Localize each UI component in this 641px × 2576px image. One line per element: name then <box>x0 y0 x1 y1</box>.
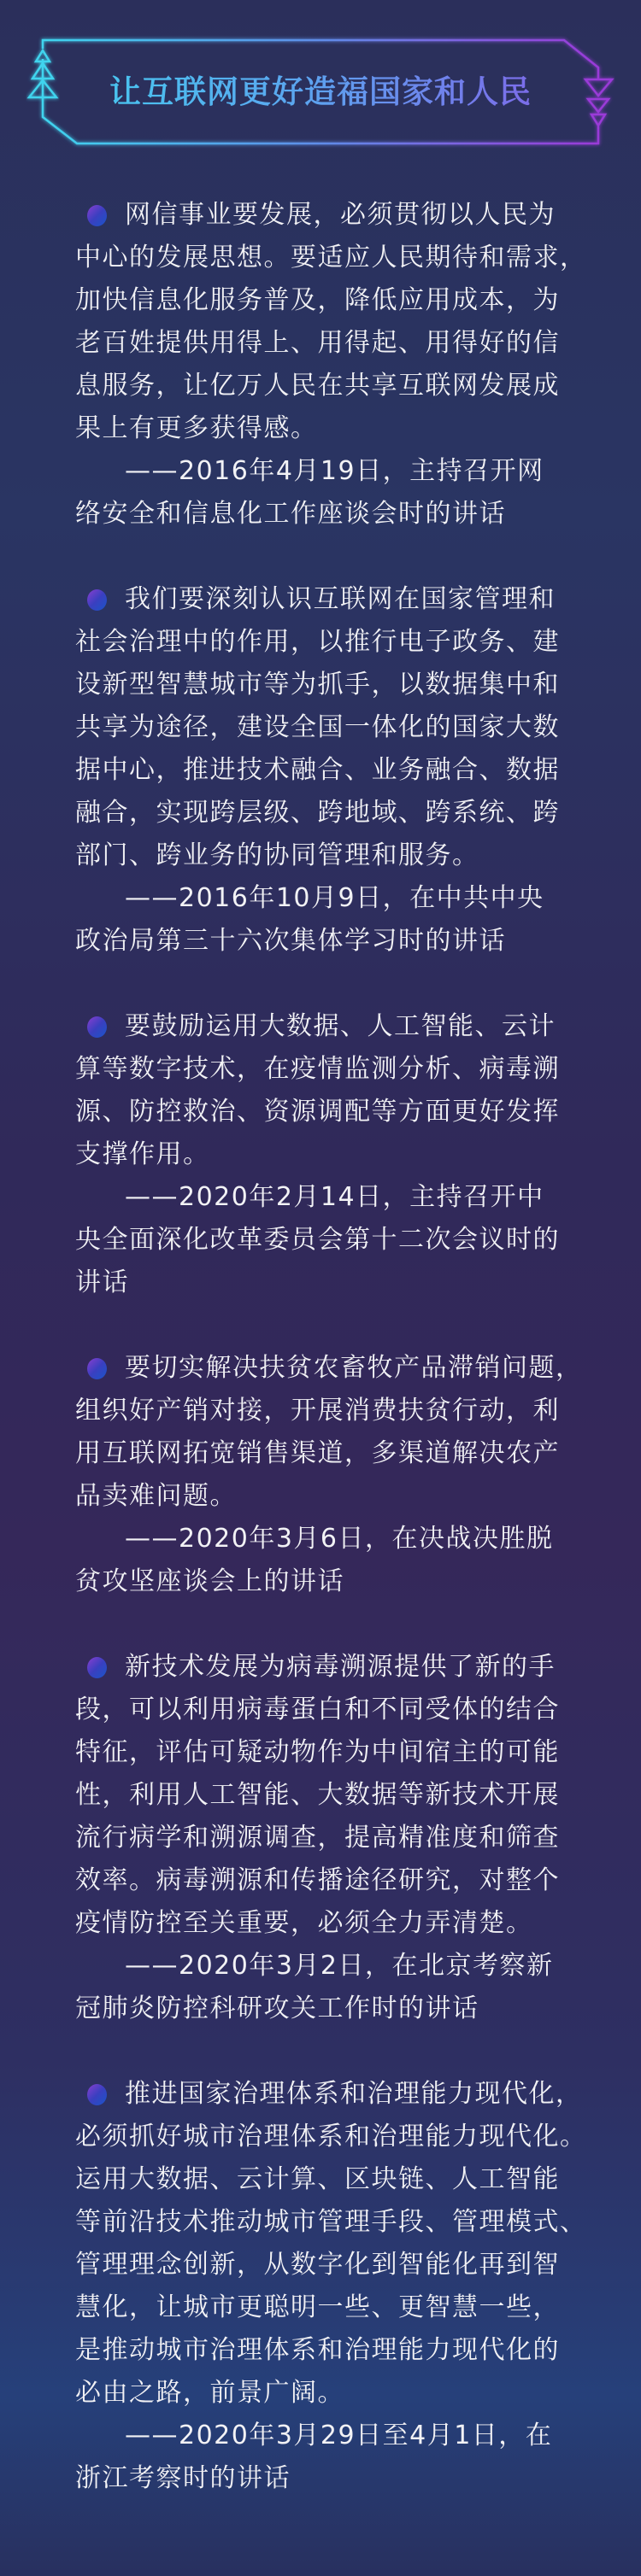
page-title: 让互联网更好造福国家和人民 <box>0 72 641 113</box>
quote-attribution: ——2016年4月19日，主持召开网 <box>125 456 544 486</box>
quote-text-line <box>75 1091 588 1133</box>
quotes-list <box>75 194 588 2543</box>
quote-attribution: 络安全和信息化工作座谈会时的讲话 <box>75 499 506 529</box>
quote-text-line <box>75 1475 588 1518</box>
quote-text: 设新型智慧城市等为抓手，以数据集中和 <box>75 670 560 700</box>
quote-text: 网信事业要发展，必须贯彻以人民为 <box>125 200 556 230</box>
quote-text: 性，利用人工智能、大数据等新技术开展 <box>75 1780 560 1810</box>
quote-text: 果上有更多获得感。 <box>75 413 318 443</box>
quote-text: 管理理念创新，从数字化到智能化再到智 <box>75 2250 560 2280</box>
quote-item <box>75 578 588 963</box>
quote-text-line <box>75 1048 588 1091</box>
quote-item <box>75 194 588 536</box>
bullet-dot-icon <box>87 589 107 611</box>
quote-text-line <box>75 834 588 877</box>
quote-text-line <box>75 706 588 749</box>
quote-text-line <box>75 194 588 237</box>
quote-text: 要切实解决扶贫农畜牧产品滞销问题， <box>125 1353 583 1383</box>
quote-text-line <box>75 1005 588 1048</box>
quote-attribution: ——2020年3月6日，在决战决胜脱 <box>125 1524 554 1554</box>
quote-text: 源、防控救治、资源调配等方面更好发挥 <box>75 1097 560 1127</box>
quote-text: 据中心，推进技术融合、业务融合、数据 <box>75 755 560 785</box>
quote-text-line <box>75 2372 588 2415</box>
quote-text-line <box>75 1689 588 1731</box>
quote-text: 支撑作用。 <box>75 1139 210 1169</box>
quote-text-line <box>75 749 588 792</box>
quote-text: 疫情防控至关重要，必须全力弄清楚。 <box>75 1908 533 1938</box>
quote-text-line <box>75 279 588 322</box>
quote-text: 我们要深刻认识互联网在国家管理和 <box>125 584 556 614</box>
quote-text: 新技术发展为病毒溯源提供了新的手 <box>125 1652 556 1682</box>
quote-text: 社会治理中的作用，以推行电子政务、建 <box>75 627 560 657</box>
quote-attribution: 央全面深化改革委员会第十二次会议时的 <box>75 1225 560 1255</box>
quote-text-line <box>75 2158 588 2201</box>
quote-attribution: ——2016年10月9日，在中共中央 <box>125 883 544 913</box>
quote-text-line <box>75 2286 588 2329</box>
quote-text: 融合，实现跨层级、跨地域、跨系统、跨 <box>75 798 560 828</box>
quote-text-line <box>75 1902 588 1945</box>
quote-text-line <box>75 2073 588 2116</box>
quote-text: 算等数字技术，在疫情监测分析、病毒溯 <box>75 1054 560 1084</box>
quote-text-line <box>75 365 588 407</box>
quote-text-line <box>75 1347 588 1390</box>
quote-text: 要鼓励运用大数据、人工智能、云计 <box>125 1011 556 1041</box>
quote-text: 特征，评估可疑动物作为中间宿主的可能 <box>75 1737 560 1767</box>
quote-text: 老百姓提供用得上、用得起、用得好的信 <box>75 328 560 358</box>
quote-text: 运用大数据、云计算、区块链、人工智能 <box>75 2164 560 2194</box>
quote-text-line <box>75 2201 588 2244</box>
quote-text: 必由之路，前景广阔。 <box>75 2378 344 2408</box>
quote-attribution: 冠肺炎防控科研攻关工作时的讲话 <box>75 1993 479 2023</box>
quote-text-line <box>75 664 588 706</box>
quote-item <box>75 1005 588 1304</box>
quote-text: 中心的发展思想。要适应人民期待和需求， <box>75 243 587 272</box>
quote-text: 段，可以利用病毒蛋白和不同受体的结合 <box>75 1695 560 1724</box>
quote-attribution: 政治局第三十六次集体学习时的讲话 <box>75 926 506 956</box>
quote-text: 必须抓好城市治理体系和治理能力现代化。 <box>75 2122 587 2152</box>
quote-text-line <box>75 621 588 664</box>
quote-text: 是推动城市治理体系和治理能力现代化的 <box>75 2335 560 2365</box>
quote-text-line <box>75 578 588 621</box>
quote-text: 等前沿技术推动城市管理手段、管理模式、 <box>75 2207 587 2237</box>
quote-text-line <box>75 1731 588 1774</box>
quote-text: 部门、跨业务的协同管理和服务。 <box>75 840 479 870</box>
quote-text-line <box>75 407 588 450</box>
quote-text-line <box>75 1859 588 1902</box>
quote-text: 推进国家治理体系和治理能力现代化， <box>125 2079 583 2109</box>
quote-text: 效率。病毒溯源和传播途径研究，对整个 <box>75 1865 560 1895</box>
quote-text: 慧化，让城市更聪明一些、更智慧一些， <box>75 2292 560 2322</box>
quote-text: 用互联网拓宽销售渠道，多渠道解决农产 <box>75 1438 560 1468</box>
quote-attribution: 浙江考察时的讲话 <box>75 2463 291 2493</box>
quote-attribution: ——2020年3月29日至4月1日，在 <box>125 2421 553 2450</box>
quote-text: 息服务，让亿万人民在共享互联网发展成 <box>75 371 560 401</box>
quote-attribution: ——2020年2月14日，主持召开中 <box>125 1182 544 1212</box>
quote-text-line <box>75 1817 588 1859</box>
quote-text-line <box>75 1133 588 1176</box>
quote-text-line <box>75 1390 588 1432</box>
quote-attribution: 讲话 <box>75 1268 129 1297</box>
quote-attribution: 贫攻坚座谈会上的讲话 <box>75 1566 344 1596</box>
quote-text: 组织好产销对接，开展消费扶贫行动，利 <box>75 1396 560 1426</box>
bullet-dot-icon <box>87 1657 107 1678</box>
bullet-dot-icon <box>87 2084 107 2105</box>
quote-text-line <box>75 792 588 834</box>
bullet-dot-icon <box>87 1016 107 1038</box>
quote-text-line <box>75 1774 588 1817</box>
quote-attribution: ——2020年3月2日，在北京考察新 <box>125 1951 554 1981</box>
quote-item <box>75 1646 588 2030</box>
quote-item <box>75 2073 588 2500</box>
quote-item <box>75 1347 588 1603</box>
quote-text: 共享为途径，建设全国一体化的国家大数 <box>75 712 560 742</box>
bullet-dot-icon <box>87 205 107 226</box>
title-banner <box>0 0 641 179</box>
bullet-dot-icon <box>87 1358 107 1379</box>
quote-text: 品卖难问题。 <box>75 1481 237 1511</box>
quote-text-line <box>75 1432 588 1475</box>
quote-text-line <box>75 2329 588 2372</box>
quote-text-line <box>75 237 588 279</box>
quote-text: 流行病学和溯源调查，提高精准度和筛查 <box>75 1823 560 1853</box>
quote-text-line <box>75 2116 588 2158</box>
quote-text-line <box>75 1646 588 1689</box>
quote-text-line <box>75 322 588 365</box>
quote-text-line <box>75 2244 588 2286</box>
quote-text: 加快信息化服务普及，降低应用成本，为 <box>75 285 560 315</box>
